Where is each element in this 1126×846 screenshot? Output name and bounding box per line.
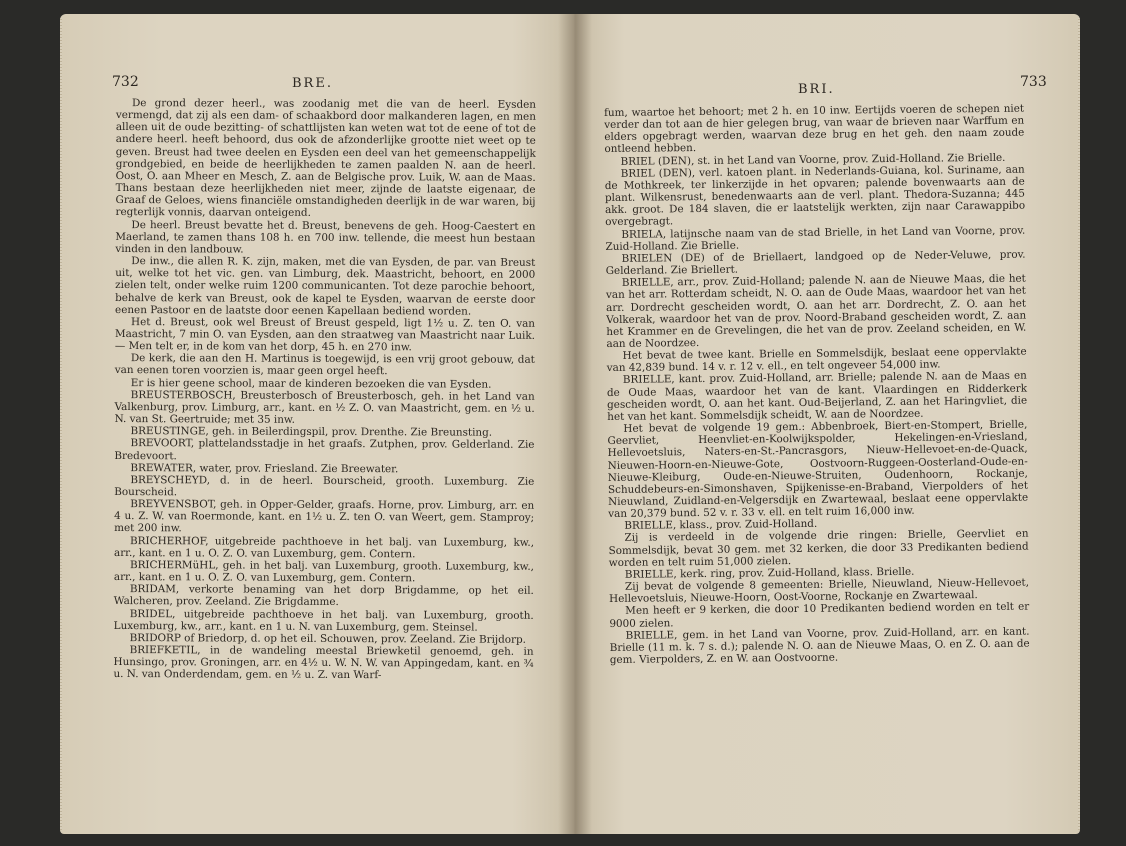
paragraph: BRICHERHOF, uitgebreide pachthoeve in het balj. van Luxemburg, kw., arr., kant. en 1 u. O. Z. O. van Luxemburg, gem. Contern. [113,534,535,561]
paragraph: Het bevat de volgende 19 gem.: Abbenbroek, Biert-en-Stompert, Brielle, Geervliet, Heenvliet-en-Koolwijkspolder, Hekelingen-en-Vriesland, Hellevoetsluis, Naters-en-St.-Pancrasgors, Nieuw-Hellevoet-en-de-Quack, Nieuwen-Hoorn-en-Nieuwe-Gote, Oostvoorn-Ruggeen-Oosterland-Oude-en-Nieuwe-Kleiburg, Oude-en-Nieuwe-Struiten, Oudenhoorn, Rockanje, Schuddebeurs-en-Simonshaven, Spijkenisse-en-Braband, Vierpolders of het Nieuwland, Zuidland-en-Velgersdijk en Zwartewaal, beslaat eene oppervlakte van 20,379 bund. 52 v. r. 33 v. ell. en telt ruim 16,000 inw. [607,418,1029,521]
paragraph: BREUSTINGE, geh. in Beilerdingspil, prov. Drenthe. Zie Breunsting. [130,425,493,439]
paragraph: BRIELLE, kant. prov. Zuid-Holland, arr. Brielle; palende N. aan de Maas en de Oude Maas, waardoor het van de kant. Vlaardingen en Ridderkerk gescheiden wordt, O. aan het kant. Oud-Beijerland, Z. aan het Haringvliet, die het van het kant. Sommelsdijk scheidt, W. aan de Noordzee. [606,370,1028,423]
right-running-header: BRI. [798,82,835,97]
paragraph: BREVOORT, plattelandsstadje in het graafs. Zutphen, prov. Gelderland. Zie Bredevoort. [114,437,535,462]
paragraph: Zij bevat de volgende 8 gemeenten: Brielle, Nieuwland, Nieuw-Hellevoet, Hellevoetsluis, Nieuwe-Hoorn, Oost-Voorne, Rockanje en Zwartewaal. [609,576,1030,606]
paragraph: BRIELLE, klass., prov. Zuid-Holland. [624,518,818,533]
left-page-edges [60,18,62,830]
paragraph: BREYVENSBOT, geh. in Opper-Gelder, graafs. Horne, prov. Limburg, arr. en 4 u. Z. W. van Roermonde, kant. en 1½ u. Z. ten O. van Weert, gem. Stamproy; met 200 inw. [114,498,535,535]
right-page-number: 733 [1020,74,1047,90]
right-page-edges [1078,18,1080,830]
paragraph: BRIELLE, arr., prov. Zuid-Holland; palende N. aan de Nieuwe Maas, die het van het arr. Rotterdam scheidt, N. O. aan de Oude Maas, waardoor het van het arr. Dordrecht gescheiden wordt, O. aan het arr. Dordrecht, Z. O. aan het Volkerak, waardoor het van de prov. Noord-Braband gescheiden wordt, Z. aan het Krammer en de Grevelingen, die het van de prov. Zeeland scheiden, en W. aan de Noordzee. [605,272,1027,350]
left-running-header: BRE. [292,76,333,91]
paragraph: BREWATER, water, prov. Friesland. Zie Breewater. [130,461,399,475]
left-page-text [113,97,536,682]
paragraph: BRICHERMüHL, geh. in het balj. van Luxemburg, grooth. Luxemburg, kw., arr., kant. en 1 u. O. Z. O. van Luxemburg, gem. Contern. [113,559,534,585]
paragraph: BRIELLE, gem. in het Land van Voorne, prov. Zuid-Holland, arr. en kant. Brielle (11 m. k. 7 s. d.); palende N. O. aan de Nieuwe Maas, O. en Z. O. aan de gem. Vierpolders, Z. en W. aan Oostvoorne. [609,625,1030,667]
paragraph: Men heeft er 9 kerken, die door 10 Predikanten bediend worden en telt er 9000 zielen. [609,600,1030,630]
paragraph: fum, waartoe het behoort; met 2 h. en 10 inw. Eertijds voeren de schepen niet verder dan tot aan de hier gelegen brug, van waar de brieven naar Warffum en elders opgebragt werden, waarvan deze brug en het geh. den naam zoude ontleend hebben. [604,102,1025,156]
open-book [60,14,1080,834]
paragraph: BREYSCHEYD, d. in de heerl. Bourscheid, grooth. Luxemburg. Zie Bourscheid. [114,473,535,499]
paragraph: BRIDORP of Briedorp, d. op het eil. Schouwen, prov. Zeeland. Zie Brijdorp. [129,631,526,646]
paragraph: BRIDAM, verkorte benaming van het dorp Brigdamme, op het eil. Walcheren, prov. Zeeland. Zie Brigdamme. [113,583,534,609]
paragraph: De grond dezer heerl., was zoodanig met die van de heerl. Eysden vermengd, dat zij als een dam- of schaakbord door malkanderen lagen, en men alleen uit de oude bezitting- of schattlijsten kan weten wat tot de eene of tot de andere heerl. heeft behoord, dus ook de afzonderlijke grootte niet weet op te geven. Breust had twee deelen en Eysden een deel van het gemeenschappelijk grondgebied, en beide de heerlijkheden te zamen paalden N. aan de heerl. Oost, O. aan Mheer en Mesch, Z. aan de Belgische prov. Luik, W. aan de Maas. Thans bestaan deze heerlijkheden niet meer, zijnde de laatste eigenaar, de Graaf de Geloes, wiens financiële omstandigheden deerlijk in de war waren, bij regterlijk vonnis, daarvan onteigend. [115,97,536,220]
paragraph: BRIELLE, kerk. ring, prov. Zuid-Holland, klass. Brielle. [624,565,915,581]
left-page-number: 732 [112,74,139,90]
paragraph: BRIELEN (DE) of de Briellaert, landgoed op de Neder-Veluwe, prov. Gelderland. Zie Briellert. [605,248,1026,278]
paragraph: De heerl. Breust bevatte het d. Breust, benevens de geh. Hoog-Caestert en Maerland, te zamen thans 108 h. en 700 inw. tellende, die meest hun bestaan vinden in den landbouw. [115,218,536,256]
paragraph: BRIEL (DEN), st. in het Land van Voorne, prov. Zuid-Holland. Zie Brielle. [620,151,1006,168]
paragraph: BRIDEL, uitgebreide pachthoeve in het balj. van Luxemburg, grooth. Luxemburg, kw., arr., kant. en 1 u. N. van Luxemburg, gem. Steinsel. [113,607,534,634]
paragraph: Het bevat de twee kant. Brielle en Sommelsdijk, beslaat eene oppervlakte van 42,839 bund. 14 v. r. 12 v. ell., en telt ongeveer 54,000 inw. [606,345,1027,375]
paragraph: BRIEL (DEN), verl. katoen plant. in Nederlands-Guiana, kol. Suriname, aan de Mothkreek, ter linkerzijde in het opvaren; palende bovenwaarts aan de plant. Wilkensrust, benedenwaarts aan de verl. plant. Thedora-Suzanna; 445 akk. groot. De 184 slaven, die er laatstelijk werkten, zijn naar Carawappibo overgebragt. [604,163,1026,229]
left-page [60,14,574,834]
paragraph: BREUSTERBOSCH, Breusterbosch of Breusterbosch, geh. in het Land van Valkenburg, prov. Limburg, arr., kant. en ½ Z. O. van Maastricht, gem. en ½ u. N. van St. Geertruide; met 35 inw. [114,388,535,426]
paragraph: BRIELA, latijnsche naam van de stad Brielle, in het Land van Voorne, prov. Zuid-Holland. Zie Brielle. [605,224,1026,253]
right-page-text [604,103,1030,667]
book-gutter [558,14,592,834]
paragraph: De kerk, die aan den H. Martinus is toegewijd, is een vrij groot gebouw, dat van eenen toren voorzien is, maar geen orgel heeft. [114,352,535,378]
paragraph: Er is hier geene school, maar de kinderen bezoeken die van Eysden. [130,376,492,391]
paragraph: Zij is verdeeld in de volgende drie ringen: Brielle, Geervliet en Sommelsdijk, bevat 30 gem. met 32 kerken, die door 33 Predikanten bediend worden en telt ruim 51,000 zielen. [608,528,1029,569]
paragraph: Het d. Breust, ook wel Breust of Breust gespeld, ligt 1½ u. Z. ten O. van Maastricht, 7 min O. van Eysden, aan den straatweg van Maastricht naar Luik. — Men telt er, in de kom van het dorp, 45 h. en 270 inw. [114,315,536,354]
paragraph: De inw., die allen R. K. zijn, maken, met die van Eysden, de par. van Breust uit, welke tot het vic. gen. van Limburg, dek. Maastricht, behoort, en 2000 zielen telt, onder welke ruim 1200 communicanten. Tot deze parochie behoort, behalve de kerk van Breust, ook de kapel te Eysden, waarvan de eerste door eenen Pastoor en de laatste door eenen Kapellaan bediend worden. [115,255,536,318]
paragraph: BRIEFKETIL, in de wandeling meestal Briewketil genoemd, geh. in Hunsingo, prov. Groningen, arr. en 4½ u. W. N. W. van Appingedam, kant. en ¾ u. N. van Onderdendam, gem. en ½ u. Z. van Warf- [113,644,534,682]
right-page [574,14,1080,834]
